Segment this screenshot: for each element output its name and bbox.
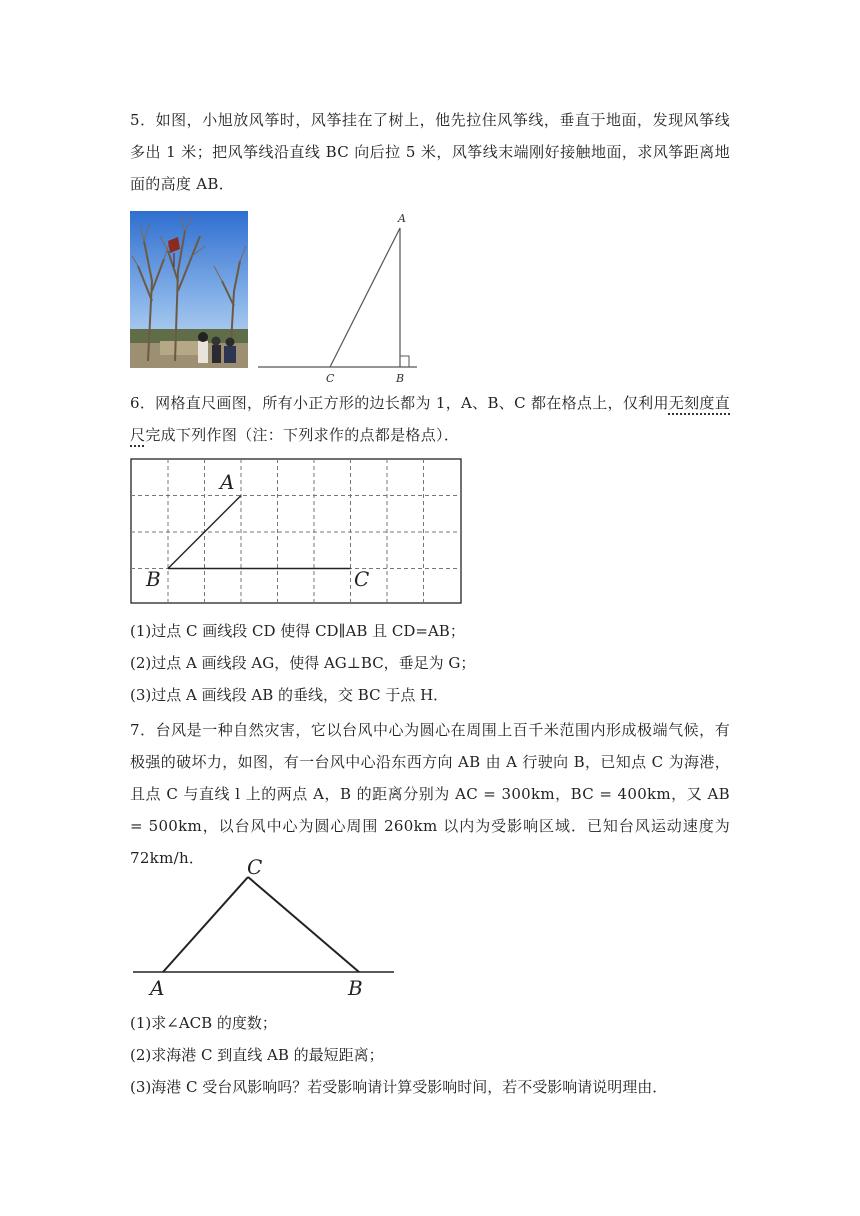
- label-a: A: [398, 212, 406, 225]
- label-c: C: [326, 372, 335, 385]
- label-b: B: [146, 567, 161, 591]
- segment-ac: [163, 877, 248, 972]
- label-b: B: [348, 976, 363, 1000]
- segment-ac: [330, 228, 400, 367]
- q7-item-3: (3)海港 C 受台风影响吗？若受影响请计算受影响时间，若不受影响请说明理由．: [130, 1078, 668, 1096]
- q6-item-2: (2)过点 A 画线段 AG，使得 AG⊥BC，垂足为 G；: [130, 654, 476, 672]
- q7-item-2: (2)求海港 C 到直线 AB 的最短距离；: [130, 1046, 384, 1064]
- q7-text: 7．台风是一种自然灾害，它以台风中心为圆心在周围上百千米范围内形成极端气候，有极强的破坏力，如图，有一台风中心沿东西方向 AB 由 A 行驶向 B，已知点 C 为海港，且点 C 与直线 l 上的两点 A，B 的距离分别为 AC = 300km，BC = 400km，又 AB = 500km，以台风中心为圆心周围 260km 以内为受影响区域．已知台风运动速度为 72km/h．: [130, 721, 730, 867]
- label-a: A: [150, 976, 165, 1000]
- q7-item-1: (1)求∠ACB 的度数；: [130, 1014, 277, 1032]
- q6-item-1: (1)过点 C 画线段 CD 使得 CD∥AB 且 CD=AB；: [130, 622, 465, 640]
- q6-grid-diagram: [130, 458, 462, 604]
- q5-triangle-diagram: [252, 208, 422, 386]
- label-c: C: [247, 855, 263, 879]
- q6-text-before: 6．网格直尺画图，所有小正方形的边长都为 1，A、B、C 都在格点上，仅利用: [130, 394, 669, 412]
- label-c: C: [354, 567, 370, 591]
- label-b: B: [396, 372, 405, 385]
- q5-text: 5．如图，小旭放风筝时，风筝挂在了树上，他先拉住风筝线，垂直于地面，发现风筝线多出 1 米；把风筝线沿直线 BC 向后拉 5 米，风筝线末端刚好接触地面，求风筝距离地面的高度 AB．: [130, 111, 730, 193]
- segment-bc: [248, 877, 359, 972]
- q6-text-after: 完成下列作图（注：下列求作的点都是格点）．: [145, 426, 460, 444]
- kite-tree-photo: [130, 211, 248, 368]
- grid-border: [131, 459, 461, 603]
- q7-triangle-diagram: [130, 852, 396, 1002]
- right-angle-mark: [400, 356, 409, 367]
- q6-text-emphasis: 无刻度直尺: [130, 394, 730, 444]
- q6-text: [130, 387, 730, 451]
- label-a: A: [220, 470, 235, 494]
- grid-lines: [131, 459, 461, 603]
- q6-item-3: (3)过点 A 画线段 AB 的垂线，交 BC 于点 H．: [130, 686, 449, 704]
